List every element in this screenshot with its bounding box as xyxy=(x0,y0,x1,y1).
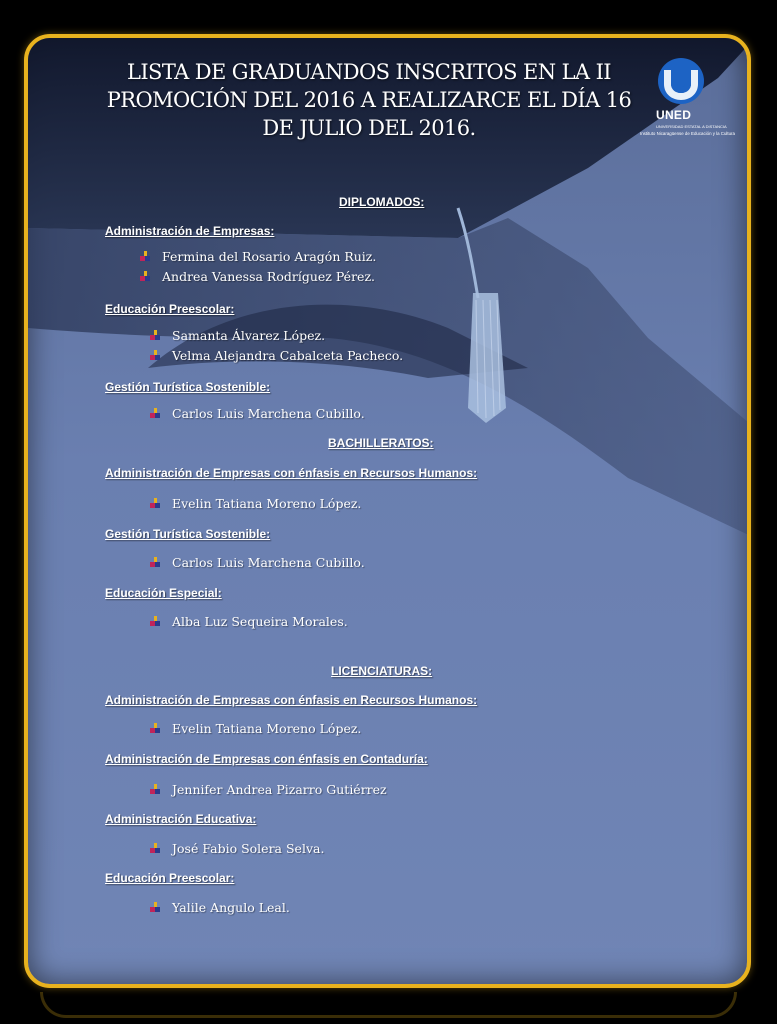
graduate-name: Jennifer Andrea Pizarro Gutiérrez xyxy=(172,782,387,797)
bullet-icon xyxy=(150,784,160,794)
section-heading-licenciaturas: LICENCIATURAS: xyxy=(331,664,433,678)
category-heading: Educación Preescolar: xyxy=(105,871,235,885)
category-heading: Administración de Empresas: xyxy=(105,224,275,238)
graduate-name: Evelin Tatiana Moreno López. xyxy=(172,496,362,511)
bullet-icon xyxy=(150,843,160,853)
bullet-icon xyxy=(140,271,150,281)
category-heading: Administración de Empresas con énfasis en Recursos Humanos: xyxy=(105,466,478,480)
logo-name: UNED xyxy=(656,108,692,122)
graduate-name: Yalile Angulo Leal. xyxy=(172,900,290,915)
bullet-icon xyxy=(150,616,160,626)
graduate-name: Velma Alejandra Cabalceta Pacheco. xyxy=(172,348,404,363)
graduate-name: Carlos Luis Marchena Cubillo. xyxy=(172,555,365,570)
category-heading: Administración Educativa: xyxy=(105,812,257,826)
category-heading: Administración de Empresas con énfasis en Recursos Humanos: xyxy=(105,693,478,707)
bullet-icon xyxy=(150,408,160,418)
logo-subtitle: UNIVERSIDAD ESTATAL A DISTANCIA xyxy=(656,124,727,129)
page-title: LISTA DE GRADUANDOS INSCRITOS EN LA II PROMOCIÓN DEL 2016 A REALIZARCE EL DÍA 16 DE JULIO DEL 2016. xyxy=(106,60,632,140)
bullet-icon xyxy=(150,902,160,912)
logo-subtitle-institute: Instituto Nicaragüense de Educación y la Cultura xyxy=(640,131,735,136)
bullet-icon xyxy=(150,350,160,360)
bullet-icon xyxy=(150,723,160,733)
graduate-name: Samanta Álvarez López. xyxy=(172,328,326,343)
graduate-name: Fermina del Rosario Aragón Ruiz. xyxy=(162,249,377,264)
uned-logo-icon xyxy=(654,56,709,106)
graduate-name: Alba Luz Sequeira Morales. xyxy=(172,614,348,629)
section-heading-diplomados: DIPLOMADOS: xyxy=(339,195,425,209)
graduate-name: José Fabio Solera Selva. xyxy=(172,841,325,856)
bullet-icon xyxy=(150,557,160,567)
frame-reflection xyxy=(40,992,737,1018)
graduate-name: Evelin Tatiana Moreno López. xyxy=(172,721,362,736)
category-heading: Gestión Turística Sostenible: xyxy=(105,380,271,394)
section-heading-bachilleratos: BACHILLERATOS: xyxy=(328,436,434,450)
bullet-icon xyxy=(150,330,160,340)
category-heading: Administración de Empresas con énfasis en Contaduría: xyxy=(105,752,428,766)
category-heading: Educación Preescolar: xyxy=(105,302,235,316)
category-heading: Educación Especial: xyxy=(105,586,222,600)
document-frame xyxy=(24,34,751,988)
bullet-icon xyxy=(150,498,160,508)
bullet-icon xyxy=(140,251,150,261)
graduate-name: Andrea Vanessa Rodríguez Pérez. xyxy=(162,269,376,284)
category-heading: Gestión Turística Sostenible: xyxy=(105,527,271,541)
graduate-name: Carlos Luis Marchena Cubillo. xyxy=(172,406,365,421)
